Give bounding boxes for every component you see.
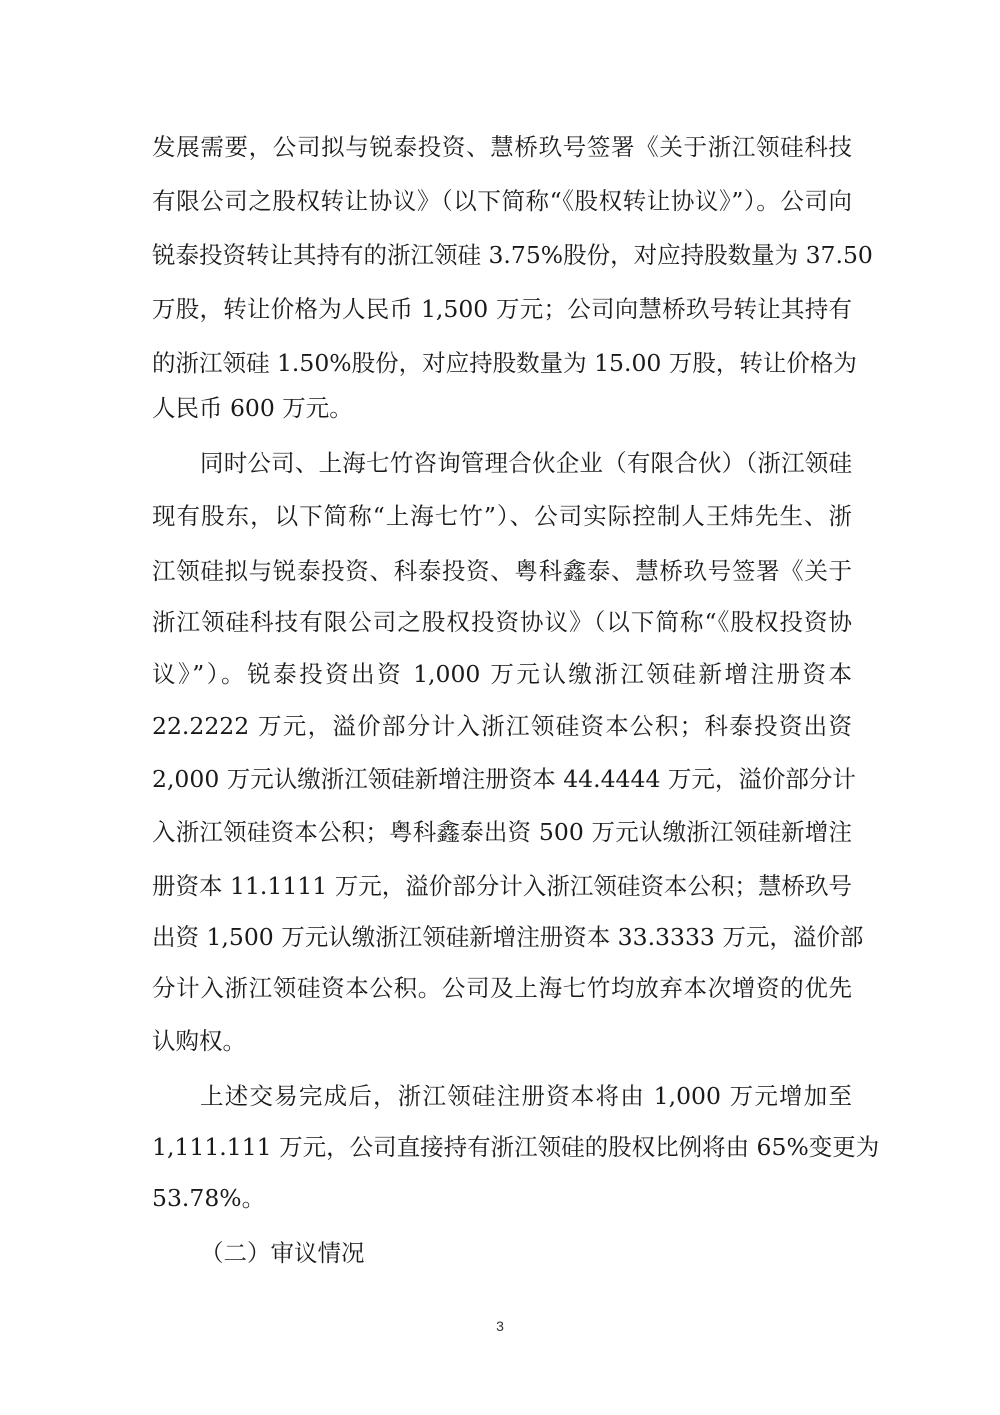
paragraph-line: 出资 1,500 万元认缴浙江领硅新增注册资本 33.3333 万元，溢价部 [152,923,864,951]
paragraph-line: 2,000 万元认缴浙江领硅新增注册资本 44.4444 万元，溢价部分计 [152,765,856,793]
paragraph-line: 锐泰投资转让其持有的浙江领硅 3.75%股份，对应持股数量为 37.50 [152,241,873,269]
paragraph-line: 江领硅拟与锐泰投资、科泰投资、粤科鑫泰、慧桥玖号签署《关于 [152,557,852,585]
paragraph-line: 同时公司、上海七竹咨询管理合伙企业（有限合伙）（浙江领硅 [200,449,852,477]
section-heading: （二）审议情况 [200,1239,365,1267]
paragraph-line: 现有股东，以下简称“上海七竹”）、公司实际控制人王炜先生、浙 [152,502,852,530]
paragraph-line: 册资本 11.1111 万元，溢价部分计入浙江领硅资本公积；慧桥玖号 [152,872,852,900]
paragraph-line: 22.2222 万元，溢价部分计入浙江领硅资本公积；科泰投资出资 [152,712,852,740]
paragraph-line: 入浙江领硅资本公积；粤科鑫泰出资 500 万元认缴浙江领硅新增注 [152,818,852,846]
paragraph-line: 53.78%。 [152,1184,266,1212]
paragraph-line: 人民币 600 万元。 [152,394,353,422]
paragraph-line: 有限公司之股权转让协议》（以下简称“《股权转让协议》”）。公司向 [152,187,852,215]
paragraph-line: 认购权。 [152,1027,246,1055]
paragraph-line: 发展需要，公司拟与锐泰投资、慧桥玖号签署《关于浙江领硅科技 [152,133,852,161]
paragraph-line: 的浙江领硅 1.50%股份，对应持股数量为 15.00 万股，转让价格为 [152,349,857,377]
paragraph-line: 议》”）。锐泰投资出资 1,000 万元认缴浙江领硅新增注册资本 [152,660,852,688]
paragraph-line: 分计入浙江领硅资本公积。公司及上海七竹均放弃本次增资的优先 [152,974,852,1002]
page-number: 3 [496,1318,504,1334]
paragraph-line: 浙江领硅科技有限公司之股权投资协议》（以下简称“《股权投资协 [152,608,852,636]
paragraph-line: 万股，转让价格为人民币 1,500 万元；公司向慧桥玖号转让其持有 [152,295,852,323]
paragraph-line: 上述交易完成后，浙江领硅注册资本将由 1,000 万元增加至 [200,1082,852,1110]
paragraph-line: 1,111.111 万元，公司直接持有浙江领硅的股权比例将由 65%变更为 [152,1133,880,1161]
